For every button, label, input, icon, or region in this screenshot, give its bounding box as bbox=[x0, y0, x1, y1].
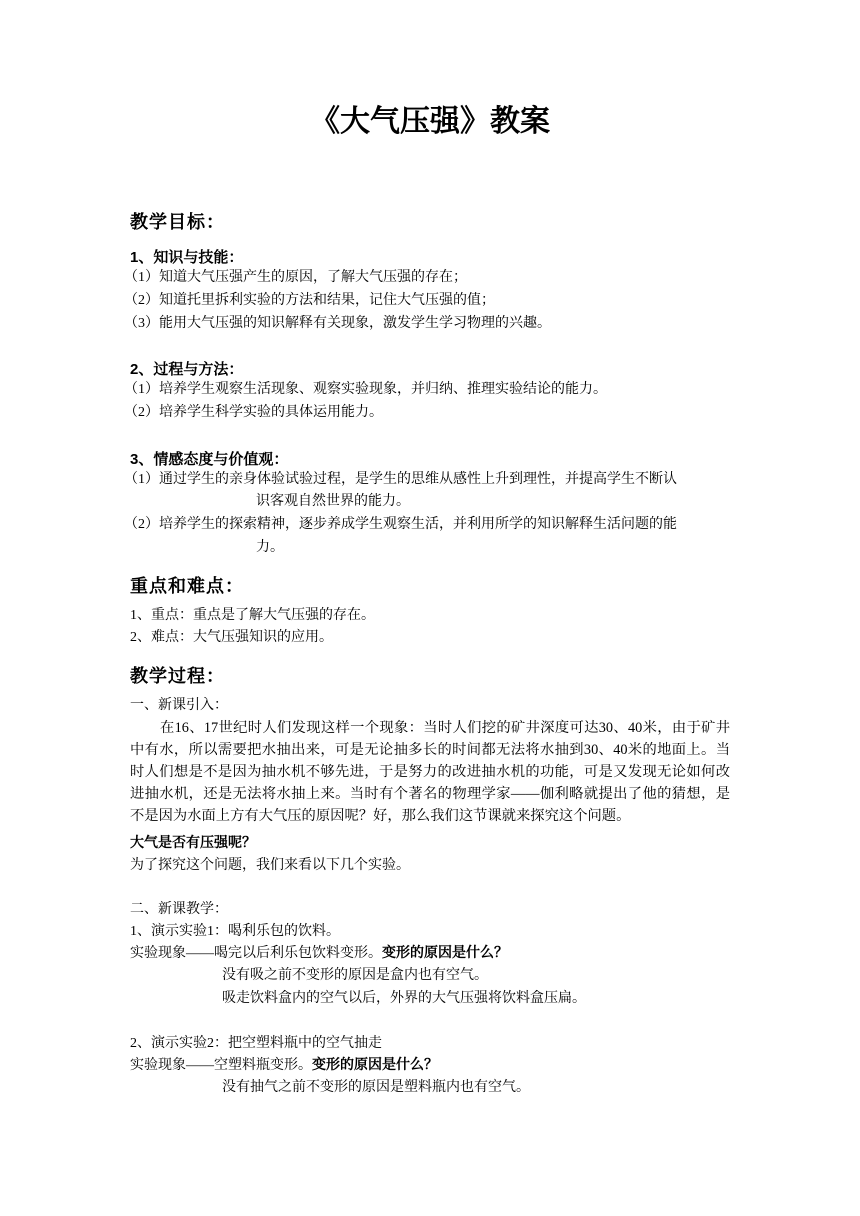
goals-s1-title: 1、知识与技能： bbox=[130, 249, 244, 266]
exp2-title: 2、演示实验2：把空塑料瓶中的空气抽走 bbox=[130, 1036, 382, 1051]
exp1-explanation: 吸走饮料盒内的空气以后，外界的大气压强将饮料盒压扁。 bbox=[222, 991, 586, 1006]
goals-s3-item2-line1: （2）培养学生的探索精神，逐步养成学生观察生活，并利用所学的知识解释生活问题的能 bbox=[124, 517, 677, 532]
intro-title: 一、新课引入： bbox=[130, 698, 228, 713]
key-heading: 重点和难点： bbox=[130, 576, 244, 597]
exp1-title: 1、演示实验1：喝利乐包的饮料。 bbox=[130, 924, 340, 939]
goals-s2-item: （2）培养学生科学实验的具体运用能力。 bbox=[124, 405, 383, 420]
exp1-explanation: 没有吸之前不变形的原因是盒内也有空气。 bbox=[222, 968, 488, 983]
intro-next: 为了探究这个问题，我们来看以下几个实验。 bbox=[130, 858, 410, 873]
goals-s1-item: （2）知道托里拆利实验的方法和结果，记住大气压强的值； bbox=[124, 293, 495, 308]
goals-s2-title: 2、过程与方法： bbox=[130, 361, 244, 378]
goals-s1-item: （3）能用大气压强的知识解释有关现象，激发学生学习物理的兴趣。 bbox=[124, 316, 551, 331]
exp1-phenomenon-text: 实验现象——喝完以后利乐包饮料变形。 bbox=[130, 946, 382, 961]
key-item: 1、重点：重点是了解大气压强的存在。 bbox=[130, 608, 375, 623]
exp1-phenomenon bbox=[130, 944, 508, 964]
goals-s3-item1-line1: （1）通过学生的亲身体验试验过程，是学生的思维从感性上升到理性，并提高学生不断认 bbox=[124, 472, 677, 487]
exp2-phenomenon bbox=[130, 1056, 438, 1076]
intro-paragraph: 在16、17世纪时人们发现这样一个现象：当时人们挖的矿井深度可达30、40米，由于矿井中有水，所以需要把水抽出来，可是无论抽多长的时间都无法将水抽到30、40米的地面上。当时人们想是不是因为抽水机不够先进，于是努力的改进抽水机的功能，可是又发现无论如何改进抽水机，还是无法将水抽上来。当时有个著名的物理学家——伽利略就提出了他的猜想，是不是因为水面上方有大气压的原因呢？好，那么我们这节课就来探究这个问题。 bbox=[130, 720, 730, 824]
goals-s3-title: 3、情感态度与价值观： bbox=[130, 451, 289, 468]
goals-s3-item2-line2: 力。 bbox=[256, 540, 284, 555]
document-title: 《大气压强》教案 bbox=[310, 105, 550, 138]
goals-s1-item: （1）知道大气压强产生的原因，了解大气压强的存在； bbox=[124, 270, 467, 285]
process-heading: 教学过程： bbox=[130, 666, 225, 687]
exp2-explanation: 没有抽气之前不变形的原因是塑料瓶内也有空气。 bbox=[222, 1080, 530, 1095]
exp2-phenomenon-text: 实验现象——空塑料瓶变形。 bbox=[130, 1058, 312, 1073]
exp1-question: 变形的原因是什么？ bbox=[382, 946, 508, 961]
goals-s3-item1-line2: 识客观自然世界的能力。 bbox=[256, 494, 410, 509]
goals-s2-item: （1）培养学生观察生活现象、观察实验现象，并归纳、推理实验结论的能力。 bbox=[124, 382, 607, 397]
exp2-question: 变形的原因是什么？ bbox=[312, 1058, 438, 1073]
intro-bold-question: 大气是否有压强呢？ bbox=[130, 836, 256, 851]
teach-title: 二、新课教学： bbox=[130, 902, 228, 917]
goals-heading: 教学目标： bbox=[130, 212, 225, 233]
key-item: 2、难点：大气压强知识的应用。 bbox=[130, 630, 333, 645]
